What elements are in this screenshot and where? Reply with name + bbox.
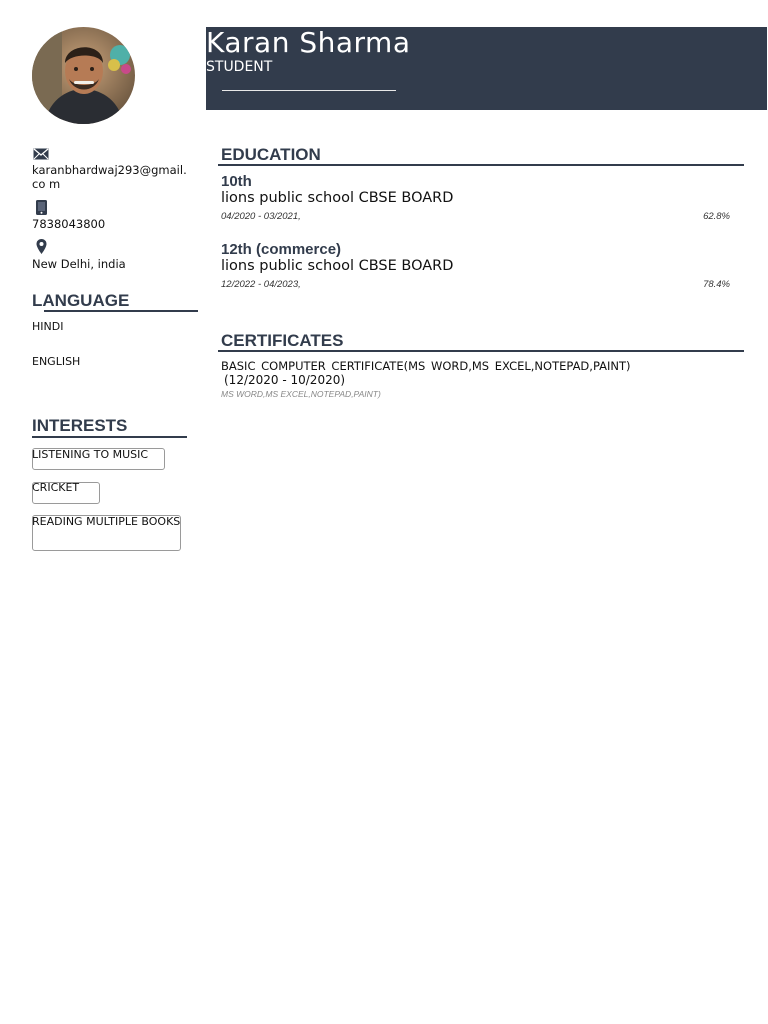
email-text: karanbhardwaj293@gmail.co m (32, 163, 187, 191)
avatar-photo-art (32, 27, 135, 124)
certificate-dates: (12/2020 - 10/2020) (224, 373, 346, 387)
education-divider (218, 164, 744, 166)
person-role: STUDENT (206, 59, 273, 75)
language-item: HINDI (32, 320, 64, 333)
language-heading: LANGUAGE (32, 291, 130, 310)
education-score: 62.8% (703, 211, 730, 222)
education-score: 78.4% (703, 279, 730, 290)
header-divider (222, 90, 396, 91)
certificate-title: BASIC COMPUTER CERTIFICATE(MS WORD,MS EXCEL,NOTEPAD,PAINT) (221, 359, 631, 373)
location-pin-icon (36, 239, 52, 253)
certificate-description: MS WORD,MS EXCEL,NOTEPAD,PAINT) (221, 389, 381, 399)
phone-text: 7838043800 (32, 217, 106, 231)
header-banner (206, 27, 767, 110)
education-degree: 10th (221, 173, 252, 190)
interests-divider (32, 436, 187, 438)
interest-item: LISTENING TO MUSIC (32, 448, 149, 461)
location-text: New Delhi, india (32, 257, 126, 271)
interest-item: READING MULTIPLE BOOKS (32, 515, 181, 528)
education-heading: EDUCATION (221, 145, 321, 164)
mail-icon (33, 145, 49, 159)
language-item: ENGLISH (32, 355, 81, 368)
interest-item: CRICKET (32, 481, 80, 494)
education-degree: 12th (commerce) (221, 241, 342, 258)
profile-photo (32, 27, 135, 124)
certificates-heading: CERTIFICATES (221, 331, 344, 350)
interests-heading: INTERESTS (32, 416, 128, 435)
education-school: lions public school CBSE BOARD (221, 190, 454, 206)
language-divider (44, 310, 198, 312)
education-dates: 12/2022 - 04/2023, (221, 279, 301, 290)
education-dates: 04/2020 - 03/2021, (221, 211, 301, 222)
education-school: lions public school CBSE BOARD (221, 258, 454, 274)
person-name: Karan Sharma (206, 26, 411, 59)
phone-icon (36, 200, 52, 214)
certificates-divider (218, 350, 744, 352)
